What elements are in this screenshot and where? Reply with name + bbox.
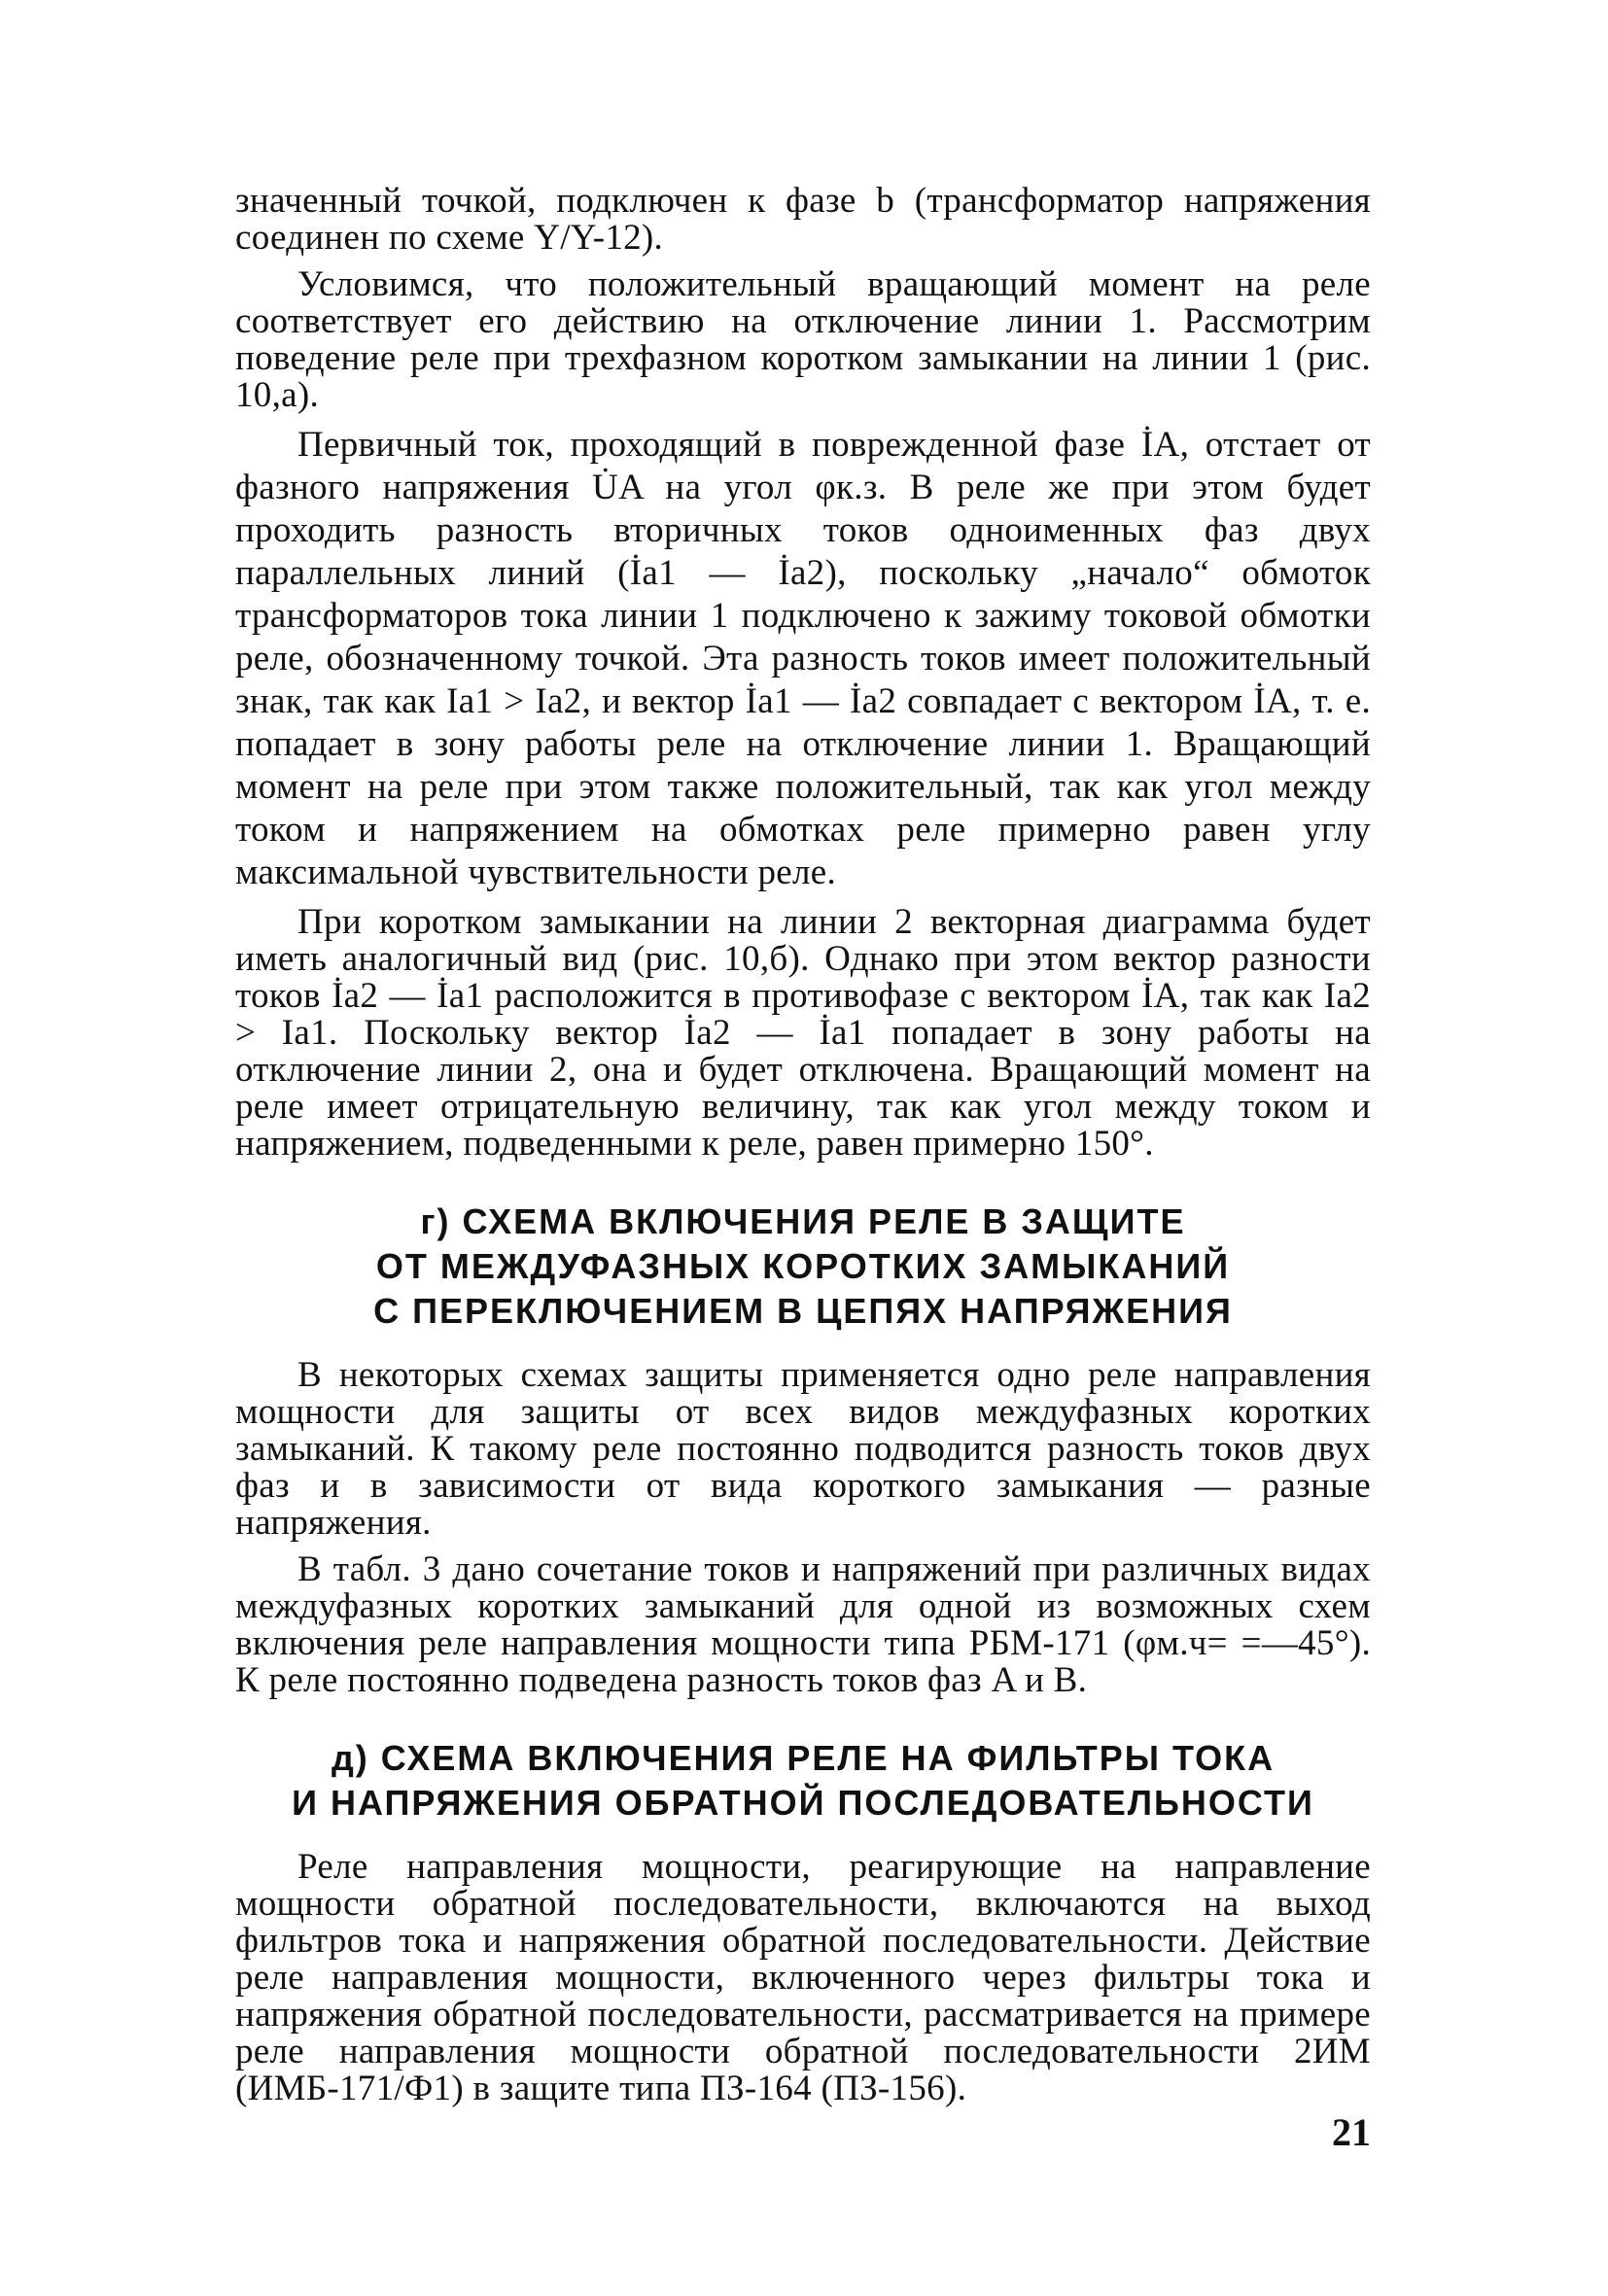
- section-heading-g-line-3: С ПЕРЕКЛЮЧЕНИЕМ В ЦЕПЯХ НАПРЯЖЕНИЯ: [373, 1291, 1233, 1331]
- section-heading-g: [235, 1200, 1371, 1334]
- paragraph-5: В некоторых схемах защиты применяется одно реле направления мощности для защиты от всех видов междуфазных коротких замыканий. К такому реле постоянно подводится разность токов двух фаз и в зависимости от вида короткого замыкания — разные напряжения.: [235, 1355, 1371, 1543]
- paragraph-7: Реле направления мощности, реагирующие на направление мощности обратной последовательности, включаются на выход фильтров тока и напряжения обратной последовательности. Действие реле направления мощности, включенного через фильтры тока и напряжения обратной последовательности, рассматривается на примере реле направления мощности обратной последовательности 2ИМ (ИМБ-171/Ф1) в защите типа ПЗ-164 (ПЗ-156).: [235, 1847, 1371, 2108]
- section-heading-d-line-1: д) СХЕМА ВКЛЮЧЕНИЯ РЕЛЕ НА ФИЛЬТРЫ ТОКА: [331, 1738, 1276, 1778]
- page-content: [235, 183, 1371, 2117]
- paragraph-2: Условимся, что положительный вращающий момент на реле соответствует его действию на отключение линии 1. Рассмотрим поведение реле при трехфазном коротком замыкании на линии 1 (рис. 10,а).: [235, 264, 1371, 415]
- section-heading-g-line-2: ОТ МЕЖДУФАЗНЫХ КОРОТКИХ ЗАМЫКАНИЙ: [375, 1246, 1231, 1286]
- paragraph-1: значенный точкой, подключен к фазе b (трансформатор напряжения соединен по схеме Y/Y-12).: [235, 181, 1371, 258]
- paragraph-6: В табл. 3 дано сочетание токов и напряжений при различных видах междуфазных коротких замыканий для одной из возможных схем включения реле направления мощности типа РБМ-171 (φм.ч= =—45°). К реле постоянно подведена разность токов фаз A и B.: [235, 1549, 1371, 1700]
- paragraph-4: При коротком замыкании на линии 2 векторная диаграмма будет иметь аналогичный вид (рис. 10,б). Однако при этом вектор разности токов İa2 — İa1 расположится в противофазе с вектором İA, так как Ia2 > Ia1. Поскольку вектор İa2 — İa1 попадает в зону работы на отключение линии 2, она и будет отключена. Вращающий момент на реле имеет отрицательную величину, так как угол между током и напряжением, подведенными к реле, равен примерно 150°.: [235, 902, 1371, 1164]
- paragraph-3: Первичный ток, проходящий в поврежденной фазе İA, отстает от фазного напряжения U̇A на угол φк.з. В реле же при этом будет проходить разность вторичных токов одноименных фаз двух параллельных линий (İa1 — İa2), поскольку „начало“ обмоток трансформаторов тока линии 1 подключено к зажиму токовой обмотки реле, обозначенному точкой. Эта разность токов имеет положительный знак, так как Ia1 > Ia2, и вектор İa1 — İa2 совпадает с вектором İA, т. е. попадает в зону работы реле на отключение линии 1. Вращающий момент на реле при этом также положительный, так как угол между током и напряжением на обмотках реле примерно равен углу максимальной чувствительности реле.: [235, 425, 1371, 892]
- section-heading-g-line-1: г) СХЕМА ВКЛЮЧЕНИЯ РЕЛЕ В ЗАЩИТЕ: [420, 1201, 1186, 1241]
- page-number: 21: [1332, 2110, 1371, 2154]
- section-heading-d-line-2: И НАПРЯЖЕНИЯ ОБРАТНОЙ ПОСЛЕДОВАТЕЛЬНОСТИ: [292, 1783, 1314, 1823]
- section-heading-d: [235, 1736, 1371, 1826]
